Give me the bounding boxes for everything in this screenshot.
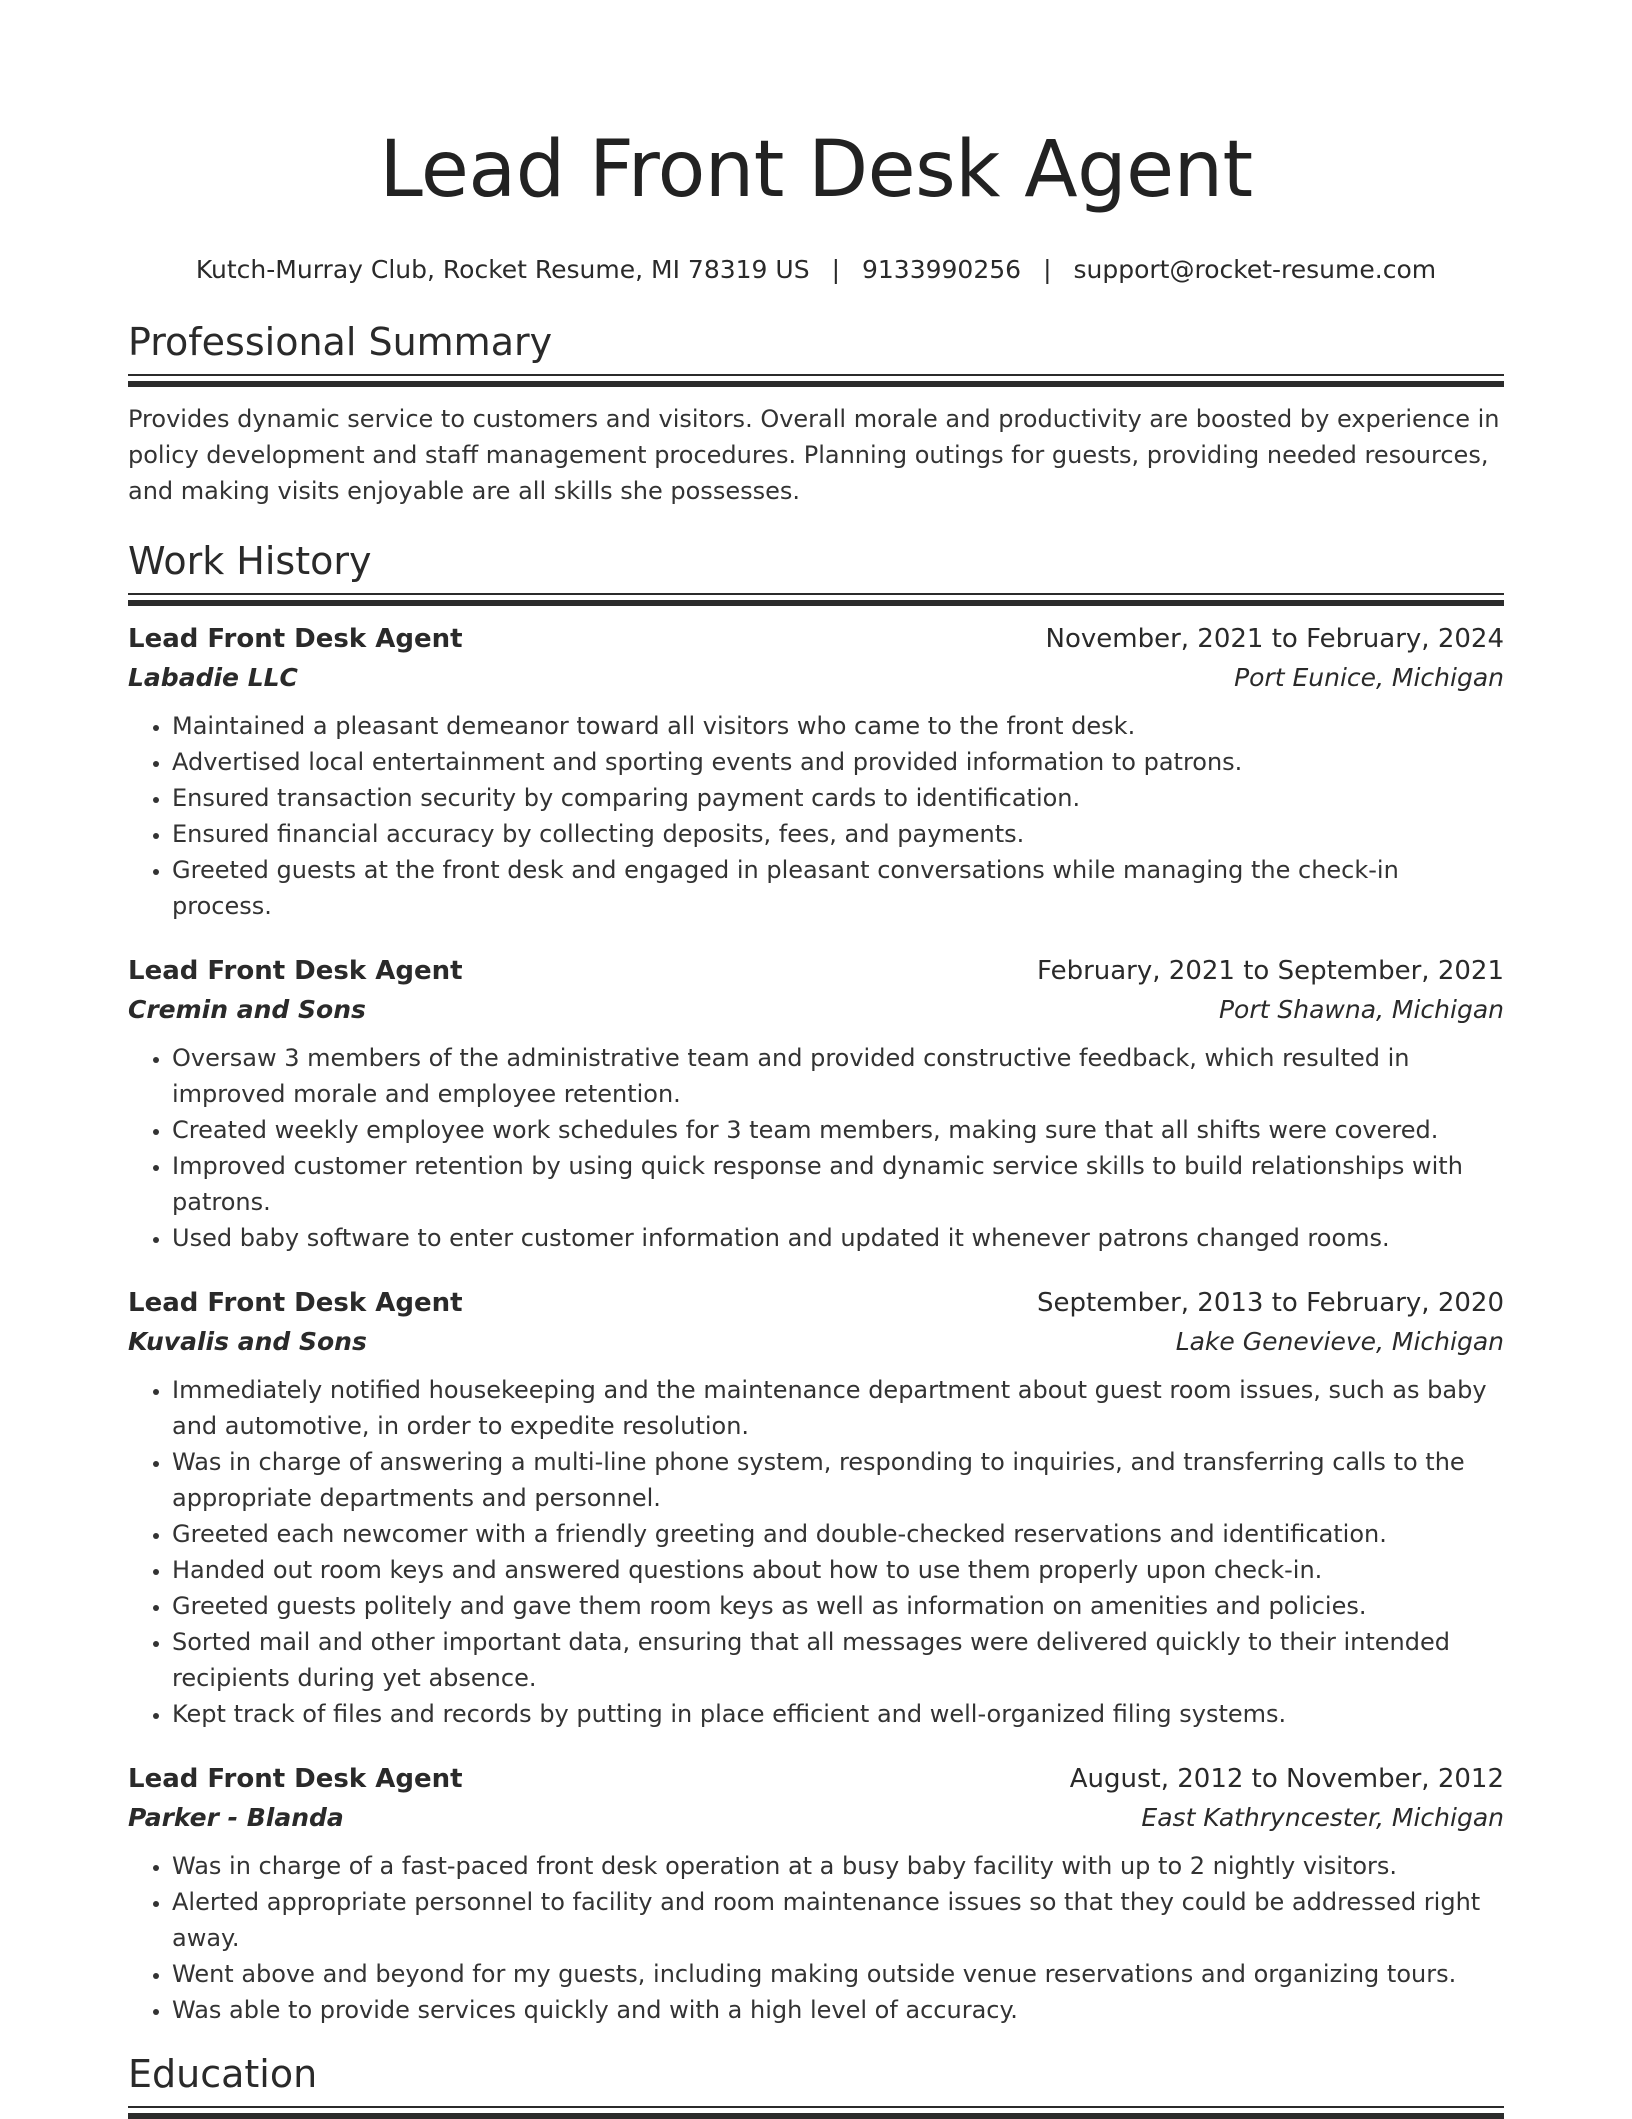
job-company: Cremin and Sons — [128, 995, 366, 1024]
job-location: East Kathryncester, Michigan — [1141, 1803, 1504, 1832]
job-title: Lead Front Desk Agent — [128, 1764, 463, 1794]
bullet-item: • Maintained a pleasant demeanor toward all visitors who came to the front desk. — [172, 708, 1504, 744]
job-company: Parker - Blanda — [128, 1803, 344, 1832]
bullet-item: • Was in charge of answering a multi-line phone system, responding to inquiries, and transferring calls to the appropriate departments and personnel. — [172, 1444, 1504, 1516]
job-entry — [128, 952, 1504, 1256]
bullet-item: • Used baby software to enter customer information and updated it whenever patrons changed rooms. — [172, 1220, 1504, 1256]
bullet-item: • Ensured financial accuracy by collecting deposits, fees, and payments. — [172, 816, 1504, 852]
job-location: Port Shawna, Michigan — [1218, 995, 1504, 1024]
contact-phone: 9133990256 — [862, 255, 1022, 284]
section-divider — [128, 374, 1504, 387]
bullet-item: • Alerted appropriate personnel to facility and room maintenance issues so that they could be addressed right away. — [172, 1884, 1504, 1956]
contact-email: support@rocket-resume.com — [1073, 255, 1437, 284]
bullet-item: • Went above and beyond for my guests, including making outside venue reservations and organizing tours. — [172, 1956, 1504, 1992]
job-title: Lead Front Desk Agent — [128, 1288, 463, 1318]
bullet-item: • Ensured transaction security by comparing payment cards to identification. — [172, 780, 1504, 816]
resume-page — [128, 0, 1504, 2119]
job-bullets — [128, 1372, 1504, 1732]
bullet-item: • Created weekly employee work schedules for 3 team members, making sure that all shifts were covered. — [172, 1112, 1504, 1148]
bullet-item: • Greeted guests politely and gave them room keys as well as information on amenities and policies. — [172, 1588, 1504, 1624]
summary-section — [128, 318, 1504, 509]
bullet-item: • Sorted mail and other important data, ensuring that all messages were delivered quickly to their intended recipients during yet absence. — [172, 1624, 1504, 1696]
bullet-item: • Was able to provide services quickly and with a high level of accuracy. — [172, 1992, 1504, 2028]
summary-text: Provides dynamic service to customers and visitors. Overall morale and productivity are boosted by experience in policy development and staff management procedures. Planning outings for guests, providing needed resources, and making visits enjoyable are all skills she possesses. — [128, 405, 1500, 505]
section-title-work-history: Work History — [128, 539, 372, 583]
job-bullets — [128, 1040, 1504, 1256]
contact-separator: | — [831, 255, 840, 284]
bullet-item: • Advertised local entertainment and sporting events and provided information to patrons. — [172, 744, 1504, 780]
job-location: Lake Genevieve, Michigan — [1175, 1327, 1504, 1356]
bullet-item: • Greeted each newcomer with a friendly greeting and double-checked reservations and identification. — [172, 1516, 1504, 1552]
section-title-education: Education — [128, 2052, 318, 2096]
education-section — [128, 2050, 1504, 2119]
job-entry — [128, 620, 1504, 924]
job-title: Lead Front Desk Agent — [128, 956, 463, 986]
job-entry — [128, 1760, 1504, 2028]
bullet-item: • Improved customer retention by using quick response and dynamic service skills to build relationships with patrons. — [172, 1148, 1504, 1220]
section-divider — [128, 2106, 1504, 2119]
job-title: Lead Front Desk Agent — [128, 624, 463, 654]
job-entry — [128, 1284, 1504, 1732]
bullet-item: • Greeted guests at the front desk and engaged in pleasant conversations while managing the check-in process. — [172, 852, 1504, 924]
job-company: Kuvalis and Sons — [128, 1327, 367, 1356]
section-divider — [128, 593, 1504, 606]
bullet-item: • Oversaw 3 members of the administrative team and provided constructive feedback, which resulted in improved morale and employee retention. — [172, 1040, 1504, 1112]
work-history-section — [128, 537, 1504, 2028]
bullet-item: • Handed out room keys and answered questions about how to use them properly upon check-in. — [172, 1552, 1504, 1588]
contact-separator: | — [1043, 255, 1052, 284]
job-bullets — [128, 1848, 1504, 2028]
contact-line — [128, 254, 1504, 286]
job-bullets — [128, 708, 1504, 924]
bullet-item: • Was in charge of a fast-paced front desk operation at a busy baby facility with up to 2 nightly visitors. — [172, 1848, 1504, 1884]
job-dates: November, 2021 to February, 2024 — [1045, 624, 1504, 654]
job-dates: February, 2021 to September, 2021 — [1037, 956, 1504, 986]
section-title-summary: Professional Summary — [128, 320, 553, 364]
contact-address: Kutch-Murray Club, Rocket Resume, MI 78319 US — [195, 255, 810, 284]
bullet-item: • Kept track of files and records by putting in place efficient and well-organized filing systems. — [172, 1696, 1504, 1732]
job-dates: September, 2013 to February, 2020 — [1037, 1288, 1504, 1318]
job-company: Labadie LLC — [128, 663, 298, 692]
job-dates: August, 2012 to November, 2012 — [1069, 1764, 1504, 1794]
resume-name: Lead Front Desk Agent — [379, 125, 1253, 215]
bullet-item: • Immediately notified housekeeping and the maintenance department about guest room issues, such as baby and automotive, in order to expedite resolution. — [172, 1372, 1504, 1444]
job-location: Port Eunice, Michigan — [1234, 663, 1504, 692]
